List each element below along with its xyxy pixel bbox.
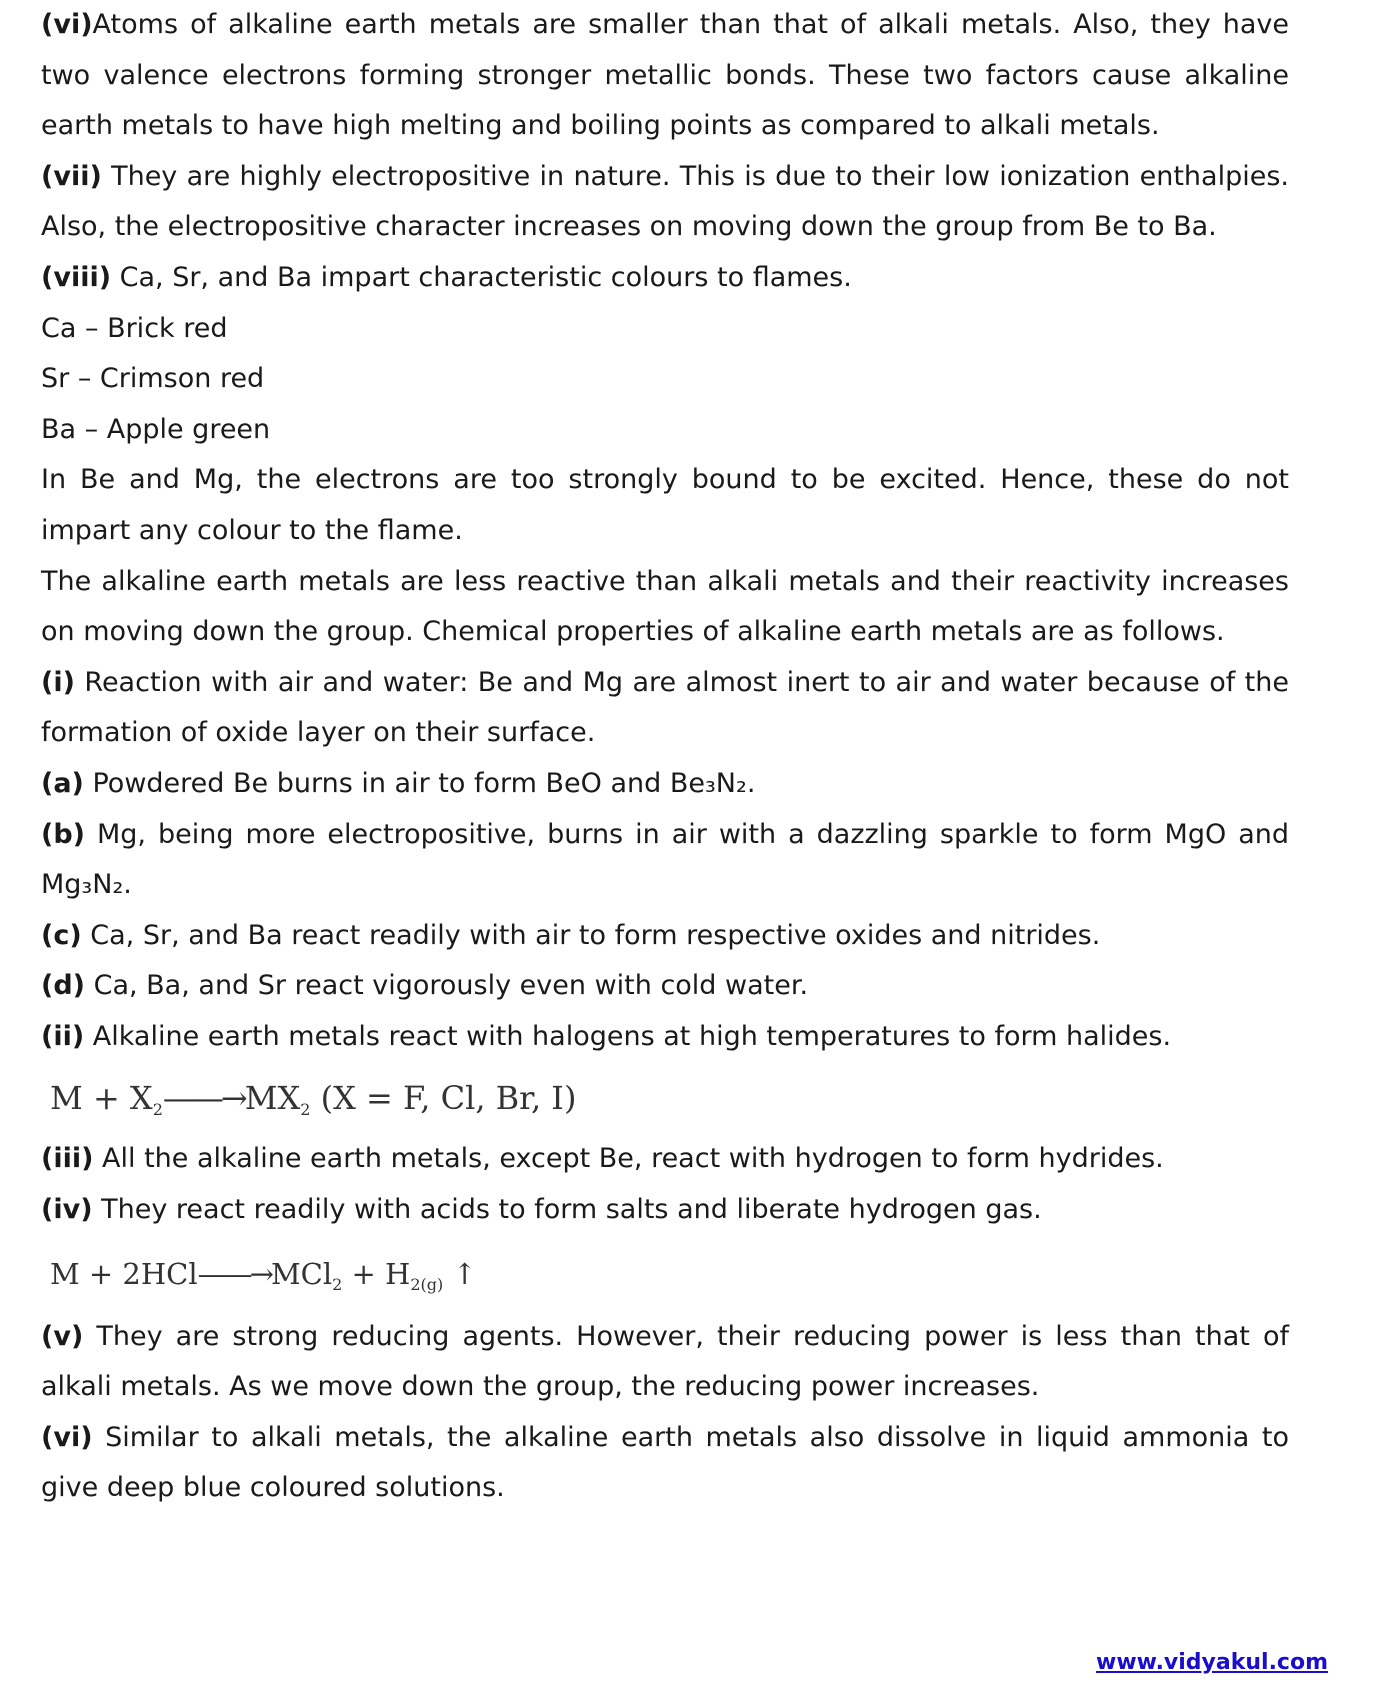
flame-colour-sr: Sr – Crimson red xyxy=(41,363,265,395)
paragraph-text: Powdered Be burns in air to form BeO and Be₃N₂. xyxy=(83,767,756,799)
footer-website-link[interactable]: www.vidyakul.com xyxy=(1096,1650,1329,1675)
paragraph-iv-acids xyxy=(41,1185,1289,1236)
paragraph-c-ca-sr-ba xyxy=(41,911,1289,962)
item-label: (i) xyxy=(41,666,75,698)
paragraph-text: Similar to alkali metals, the alkaline earth metals also dissolve in liquid ammonia to give deep blue coloured solutions. xyxy=(41,1421,1289,1504)
flame-colour-ba: Ba – Apple green xyxy=(41,413,271,445)
paragraph-viii-flame-colours xyxy=(41,253,1289,304)
item-label: (v) xyxy=(41,1320,84,1352)
paragraph-a-beryllium xyxy=(41,759,1289,810)
paragraph-iii-hydrides xyxy=(41,1134,1289,1185)
flame-colour-ca: Ca – Brick red xyxy=(41,312,228,344)
document-content xyxy=(41,0,1289,1514)
paragraph-text: All the alkaline earth metals, except Be, react with hydrogen to form hydrides. xyxy=(93,1143,1164,1175)
paragraph-v-reducing-agents xyxy=(41,1312,1289,1413)
item-label: (iii) xyxy=(41,1143,94,1175)
paragraph-vi-melting-points xyxy=(41,0,1289,152)
paragraph-i-air-water xyxy=(41,658,1289,759)
item-label: (d) xyxy=(41,970,86,1002)
paragraph-text: Mg, being more electropositive, burns in air with a dazzling sparkle to form MgO and Mg₃N₂. xyxy=(41,818,1289,901)
paragraph-b-magnesium xyxy=(41,810,1289,911)
reaction-arrow: ——→ xyxy=(197,1256,271,1291)
paragraph-text: Alkaline earth metals react with halogens at high temperatures to form halides. xyxy=(84,1020,1172,1052)
item-label: (iv) xyxy=(41,1194,93,1226)
equation-hcl: M + 2HCl——→MCl$_2$ + $H_{2(g)}$ ↑ xyxy=(50,1256,477,1294)
paragraph-d-cold-water xyxy=(41,961,1289,1012)
item-label: (vi) xyxy=(41,1421,93,1453)
gas-evolution-arrow: ↑ xyxy=(443,1256,477,1291)
paragraph-text: Atoms of alkaline earth metals are smaller than that of alkali metals. Also, they have two valence electrons forming stronger metallic bonds. These two factors cause alkaline earth metals to have high melting and boiling points as compared to alkali metals. xyxy=(41,9,1289,142)
item-label: (viii) xyxy=(41,261,112,293)
reaction-arrow: ——→ xyxy=(162,1079,245,1118)
equation-halide: $M + X_2——\to MX_2$ (X = F, Cl, Br, I) xyxy=(50,1079,577,1120)
item-label: (b) xyxy=(41,818,86,850)
paragraph-vi-liquid-ammonia xyxy=(41,1413,1289,1514)
paragraph-reactivity: The alkaline earth metals are less reactive than alkali metals and their reactivity increases on moving down the group. Chemical properties of alkaline earth metals are as follows. xyxy=(41,565,1289,648)
paragraph-text: Ca, Sr, and Ba impart characteristic colours to flames. xyxy=(111,261,852,293)
item-label: (vii) xyxy=(41,160,102,192)
paragraph-text: Ca, Ba, and Sr react vigorously even with cold water. xyxy=(85,970,809,1002)
item-label: (ii) xyxy=(41,1020,85,1052)
paragraph-text: They react readily with acids to form salts and liberate hydrogen gas. xyxy=(92,1194,1042,1226)
item-label: (a) xyxy=(41,767,84,799)
item-label: (c) xyxy=(41,919,82,951)
paragraph-vii-electropositive xyxy=(41,152,1289,253)
paragraph-text: They are strong reducing agents. However, their reducing power is less than that of alkali metals. As we move down the group, the reducing power increases. xyxy=(41,1320,1289,1403)
paragraph-text: Ca, Sr, and Ba react readily with air to form respective oxides and nitrides. xyxy=(81,919,1101,951)
paragraph-text: Reaction with air and water: Be and Mg are almost inert to air and water because of the formation of oxide layer on their surface. xyxy=(41,666,1289,749)
paragraph-ii-halogens xyxy=(41,1012,1289,1063)
item-label: (vi) xyxy=(41,9,93,40)
paragraph-be-mg-no-colour: In Be and Mg, the electrons are too strongly bound to be excited. Hence, these do not impart any colour to the flame. xyxy=(41,464,1289,546)
paragraph-text: They are highly electropositive in nature. This is due to their low ionization enthalpies. Also, the electropositive character increases on moving down the group from Be to Ba. xyxy=(41,160,1289,243)
